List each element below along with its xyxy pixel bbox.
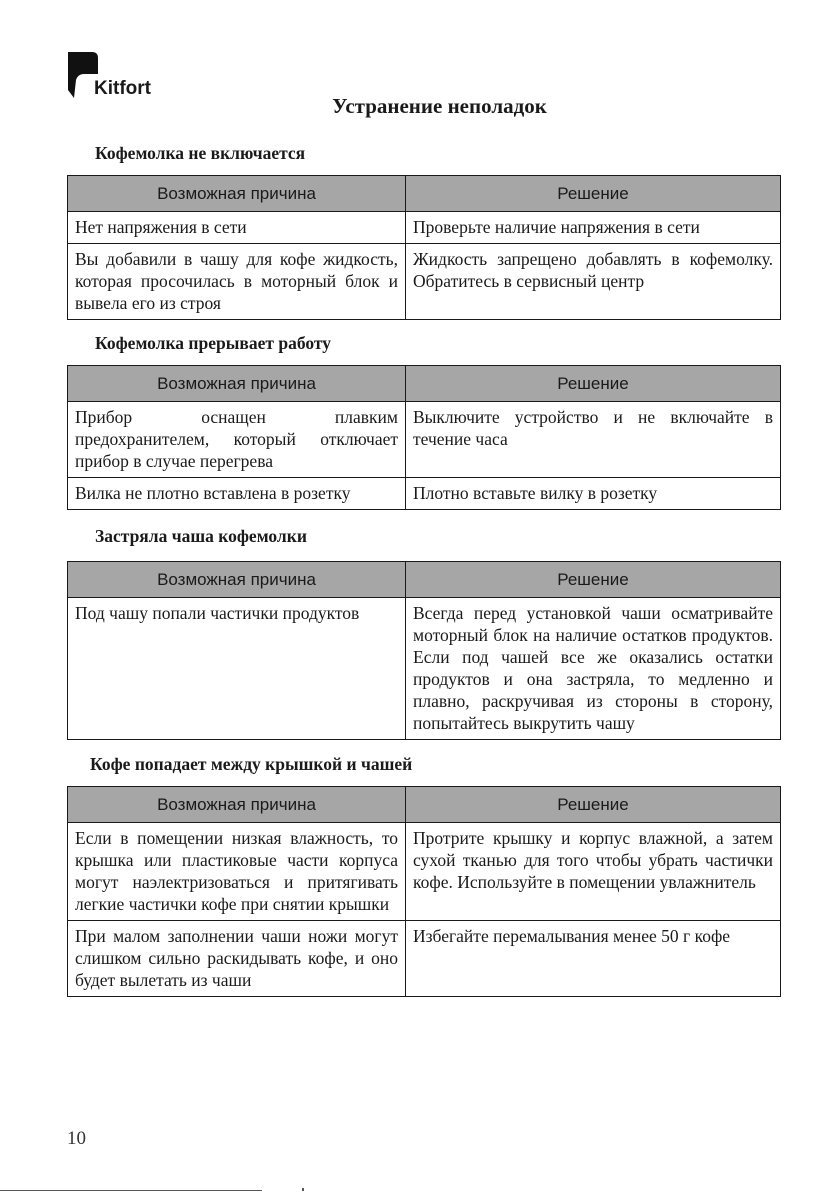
header-solution: Решение xyxy=(406,366,781,402)
page-title: Устранение неполадок xyxy=(332,94,547,118)
solution-cell: Выключите устройство и не включайте в течение часа xyxy=(406,402,781,478)
header-solution: Решение xyxy=(406,176,781,212)
solution-cell: Протрите крышку и корпус влажной, а затем сухой тканью для того чтобы убрать частички кофе. Используйте в помещении увлажнитель xyxy=(406,823,781,921)
table-row xyxy=(68,921,781,997)
header-cause: Возможная причина xyxy=(68,366,406,402)
table-row xyxy=(68,402,781,478)
section-title: Кофе попадает между крышкой и чашей xyxy=(90,754,413,774)
header-cause: Возможная причина xyxy=(68,562,406,598)
solution-cell: Проверьте наличие напряжения в сети xyxy=(406,212,781,244)
page-number: 10 xyxy=(67,1128,86,1149)
table-header-row xyxy=(68,562,781,598)
solution-cell: Жидкость запрещено добавлять в кофемолку. Обратитесь в сервисный центр xyxy=(406,244,781,320)
cause-cell: Нет напряжения в сети xyxy=(68,212,406,244)
troubleshooting-table xyxy=(67,175,781,320)
solution-cell: Всегда перед установкой чаши осматривайте моторный блок на наличие остатков продуктов. Если под чашей все же оказались остатки продуктов и она застряла, то медленно и плавно, раскручивая из стороны в сторону, попытайтесь выкрутить чашу xyxy=(406,598,781,740)
solution-cell: Плотно вставьте вилку в розетку xyxy=(406,478,781,510)
footer-divider xyxy=(0,1190,262,1191)
section-title: Кофемолка не включается xyxy=(95,143,306,163)
header-solution: Решение xyxy=(406,562,781,598)
header-solution: Решение xyxy=(406,787,781,823)
table-header-row xyxy=(68,176,781,212)
troubleshooting-table xyxy=(67,561,781,740)
cause-cell: Если в помещении низкая влажность, то крышка или пластиковые части корпуса могут наэлектризоваться и притягивать легкие частички кофе при снятии крышки xyxy=(68,823,406,921)
cause-cell: Под чашу попали частички продуктов xyxy=(68,598,406,740)
cause-cell: Вилка не плотно вставлена в розетку xyxy=(68,478,406,510)
table-row xyxy=(68,212,781,244)
troubleshooting-table xyxy=(67,365,781,510)
section-title: Кофемолка прерывает работу xyxy=(95,333,331,353)
section-title: Застряла чаша кофемолки xyxy=(95,526,307,546)
table-row xyxy=(68,478,781,510)
table-row xyxy=(68,823,781,921)
table-row xyxy=(68,598,781,740)
cause-cell: При малом заполнении чаши ножи могут слишком сильно раскидывать кофе, и оно будет вылетать из чаши xyxy=(68,921,406,997)
table-header-row xyxy=(68,787,781,823)
footer-mark xyxy=(302,1188,304,1191)
table-row xyxy=(68,244,781,320)
cause-cell: Вы добавили в чашу для кофе жидкость, которая просочилась в моторный блок и вывела его из строя xyxy=(68,244,406,320)
cause-cell: Прибор оснащен плавким предохранителем, который отключает прибор в случае перегрева xyxy=(68,402,406,478)
header-cause: Возможная причина xyxy=(68,787,406,823)
troubleshooting-table xyxy=(67,786,781,997)
header-cause: Возможная причина xyxy=(68,176,406,212)
table-header-row xyxy=(68,366,781,402)
brand-name: Kitfort xyxy=(94,78,151,99)
solution-cell: Избегайте перемалывания менее 50 г кофе xyxy=(406,921,781,997)
